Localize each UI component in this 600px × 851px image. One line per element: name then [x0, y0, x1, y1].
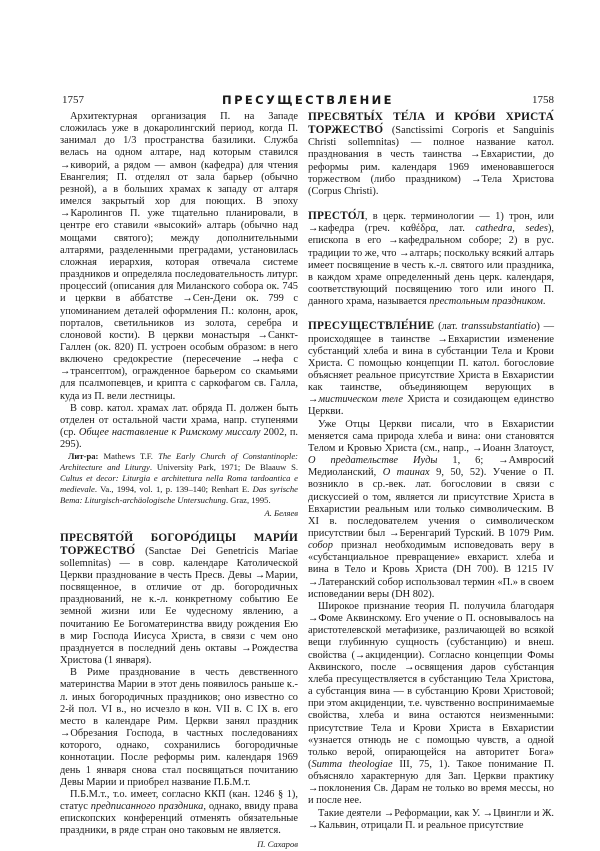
article-separator — [308, 308, 554, 320]
article-author — [60, 507, 298, 519]
text-run: . — [542, 296, 546, 308]
article-headword: ПРЕСВЯТО́Й БОГОРО́ДИЦЫ МАРИ́И ТОРЖЕСТВО́ — [60, 531, 298, 557]
paragraph — [60, 111, 298, 403]
text-run: Такие деятели →Реформации, как У. →Цвингли и Ж. →Кальвин, отрицали П. и реальное присутствие — [308, 807, 554, 831]
text-run: , однако, ввиду права епископских конференций отменять обязательные праздники, в ряде стран оно таковым не является. — [60, 800, 298, 837]
text-run: Mathews T.F. — [98, 451, 159, 462]
text-run: В Риме празднование в честь девственного материнства Марии в этот день появилось раньше к.-л. иных богородичных праздников; оно известно со 2-й пол. VI в., но исчезло в кон. VII в. С IX в. его место в календаре Рим. Церкви занял праздник →Обрезания Господа, в частных последованиях которого, однако, сохранились богородичные коннотации. После реформы рим. календаря 1969 день 1 января снова стал посвящаться почитанию Девы Марии и приобрел название П.Б.М.т. — [60, 667, 298, 788]
article-headword: ПРЕСУЩЕСТВЛЕ́НИЕ — [308, 320, 435, 333]
paragraph — [60, 403, 298, 452]
paragraph — [308, 601, 554, 808]
left-column — [60, 111, 298, 851]
right-column — [308, 111, 554, 832]
text-run: 2002, п. 295). — [60, 427, 298, 451]
bibliography — [60, 451, 298, 506]
text-run: А. Беляев — [264, 508, 298, 519]
text-run: 1, 6; →Амвросий Медиоланский, — [308, 455, 554, 479]
text-run: признал необходимым исповедовать веру в «субстанциальное превращение» евхарист. хлеба и вина в Тело и Кровь Христа (DH 700). В 1215 IV →Латеранский собор использовал термин «П.» в своем исповедании веры (DH 802). — [308, 540, 555, 600]
text-run: Христа и созидающем единство Церкви. — [308, 394, 554, 418]
text-run: В совр. катол. храмах лат. обряда П. должен быть отделен от остальной части храма, напр. ступенями (ср. — [60, 402, 298, 439]
text-run: (лат. — [434, 321, 462, 333]
paragraph — [60, 667, 298, 789]
italic-text: cathedra, sedes — [475, 223, 548, 235]
italic-text: собор — [308, 540, 333, 552]
article-headword: ПРЕСВЯТЫ́Х ТЕ́ЛА И КРО́ВИ ХРИСТА́ ТОРЖЕСТВО́ — [308, 111, 554, 137]
italic-text: transsubstantiatio — [461, 321, 537, 333]
text-run: (Sanctae Dei Genetricis Mariae sollemnitas) — в совр. календаре Католической Церкви празднование в честь Пресв. Девы →Марии, посвященное, в отличие от др. богородичных празднований, не к.-л. конкретному событию Ее земной жизни или Ее чудесному явлению, а почитанию Ее Богоматеринства ввиду рождения Ею в мир Господа Иисуса Христа, в связи с чем оно празднуется в последний день октавы →Рождества Христова (1 января). — [60, 545, 298, 667]
italic-text: Das syrische Bema: Liturgisch-archäologische Untersuchung — [60, 484, 298, 506]
text-run: Уже Отцы Церкви писали, что в Евхаристии меняется сама природа хлеба и вина: они становятся Телом и Кровью Христа (см., напр., →Иоанн Златоуст, — [308, 418, 554, 454]
page-header — [62, 94, 554, 108]
article-entry — [60, 532, 298, 668]
article-headword: ПРЕСТО́Л — [308, 210, 365, 223]
text-run: П.Б.М.т., т.о. имеет, согласно ККП (кан. 1246 § 1), статус — [60, 788, 298, 812]
text-run: . University Park, 1971; De Blaauw S. — [149, 462, 298, 473]
text-run: (Sanctissimi Corporis et Sanguinis Christi sollemnitas) — полное название катол. празднования в честь таинства →Евхаристии, до реформы рим. календаря 1969 именовавшегося торжеством (либо праздником) →Тела Христова (Corpus Christi). — [308, 125, 554, 197]
page-number-left: 1757 — [62, 94, 84, 106]
text-run: , в церк. терминологии — 1) трон, или →кафедра (греч. καθέδρα, лат. — [308, 211, 554, 235]
text-run: ) — происходящее в таинстве →Евхаристии изменение субстанций хлеба и вина в субстанции Тела и Крови Христа. С помощью концепции П. катол. богословие объясняет реальное присутствие Христа в Евхаристии как таинстве, объединяющем верующих в → — [308, 321, 554, 406]
italic-text: мистическом теле — [318, 394, 403, 406]
italic-text: Summa theologiae — [311, 758, 393, 770]
paragraph — [308, 419, 554, 601]
italic-text: О таинах — [382, 467, 430, 479]
text-run: П. Сахаров — [257, 839, 298, 850]
text-run: Широкое признание теория П. получила благодаря →Фоме Аквинскому. Его учение о П. основывалось на аристотелевской метафизике, различающей во всякой вещи глубинную сущность (субстанцию) и внеш. свойства (→акциденции). Согласно концепции Фомы Аквинского, после →освящения даров субстанция хлеба пресуществляется в субстанцию Тела Христова, а субстанция вина — в субстанцию Крови Христовой; при этом акциденции, т.е. чувственно воспринимаемые свойства, хлеба и вина остаются неизменными: присутствие Тела и Крови Христа в Евхаристии «узнается отнюдь не с помощью чувств, а одной только верой, опирающейся на авторитет Бога» ( — [308, 600, 554, 770]
text-run: III, 75, 1). Такое понимание П. объясняло характерную для Зап. Церкви практику →поклонения Св. Дарам не только во время мессы, но и после нее. — [308, 758, 554, 807]
italic-text: предписанного праздника — [90, 800, 204, 812]
article-separator — [308, 198, 554, 210]
text-run: ), епископа в его →кафедральном соборе; 2) в рус. традиции то же, что →алтарь; поскольку всякий алтарь имеет посвящение в честь к.-л. святого или праздника, в каждом храме определенный день церк. календаря, соответствующий посвящению того или иного П. данного храма, называется — [308, 223, 554, 308]
italic-text: The Early Church of Constantinople: Architecture and Liturgy — [60, 451, 298, 473]
article-entry — [308, 111, 554, 198]
italic-text: Cultus et decor: Liturgia e architettura nella Roma tardoantica e medievale — [60, 473, 298, 495]
paragraph — [308, 808, 554, 832]
page-number-right: 1758 — [532, 94, 554, 106]
article-entry — [308, 320, 554, 418]
italic-text: О предательстве Иуды — [308, 455, 438, 467]
text-run: 9, 50, 52). Учение о П. возникло в ср.-век. лат. богословии в связи с дискуссией о том, является ли присутствие Христа в Евхаристии реальным или только символическим. В XI в. последователем учения о символическом присутствии был →Беренгарий Турский. В 1079 Рим. — [308, 467, 554, 539]
text-run: . Va., 1994, vol. 1, p. 139–140; Renhart E. — [94, 484, 253, 495]
text-run: . Graz, 1995. — [225, 495, 271, 506]
italic-text: престольным праздником — [429, 296, 543, 308]
text-run: Архитектурная организация П. на Западе сложилась уже в докаролингский период, когда П. занимал до 1/3 пространства базилики. Служба велась на одном алтаре, над которым ставился →киворий, а рядом — амвон (кафедра) для чтения Евангелия; П. отделял от зала барьер (обычно резной), а в больших храмах к западу от алтаря имелся закрытый хор для поющих. В эпоху →Каролингов П. уже тщательно планировали, в центре его ставили «высокий» алтарь (обычно над мощами святого); между дополнительными алтарями, разделенными преградами, установилась сложная иерархия, которая отвечала системе праздников и определяла последовательность литург. процессий (описания для Миланского собора ок. 745 и церкви в аббатстве →Сен-Дени ок. 799 с упоминанием деталей оформления П.: колонн, арок, порталов, светильников из золота, серебра и слоновой кости). В церкви монастыря →Санкт-Галлен (ок. 820) П. устроен особым образом: в него включено средокрестие (пересечение →нефа с →трансептом), огражденное барьером со скамьями для псалмопевцев, и крипта с саркофагом св. Галла, куда из П. вели лестницы. — [60, 111, 298, 402]
article-separator — [60, 520, 298, 532]
paragraph — [60, 789, 298, 838]
article-author — [60, 838, 298, 850]
running-title: ПРЕСУЩЕСТВЛЕНИЕ — [222, 93, 394, 107]
italic-text: Общее наставление к Римскому миссалу — [78, 427, 261, 439]
article-entry — [308, 210, 554, 308]
bold-label: Лит-ра: — [68, 451, 99, 462]
